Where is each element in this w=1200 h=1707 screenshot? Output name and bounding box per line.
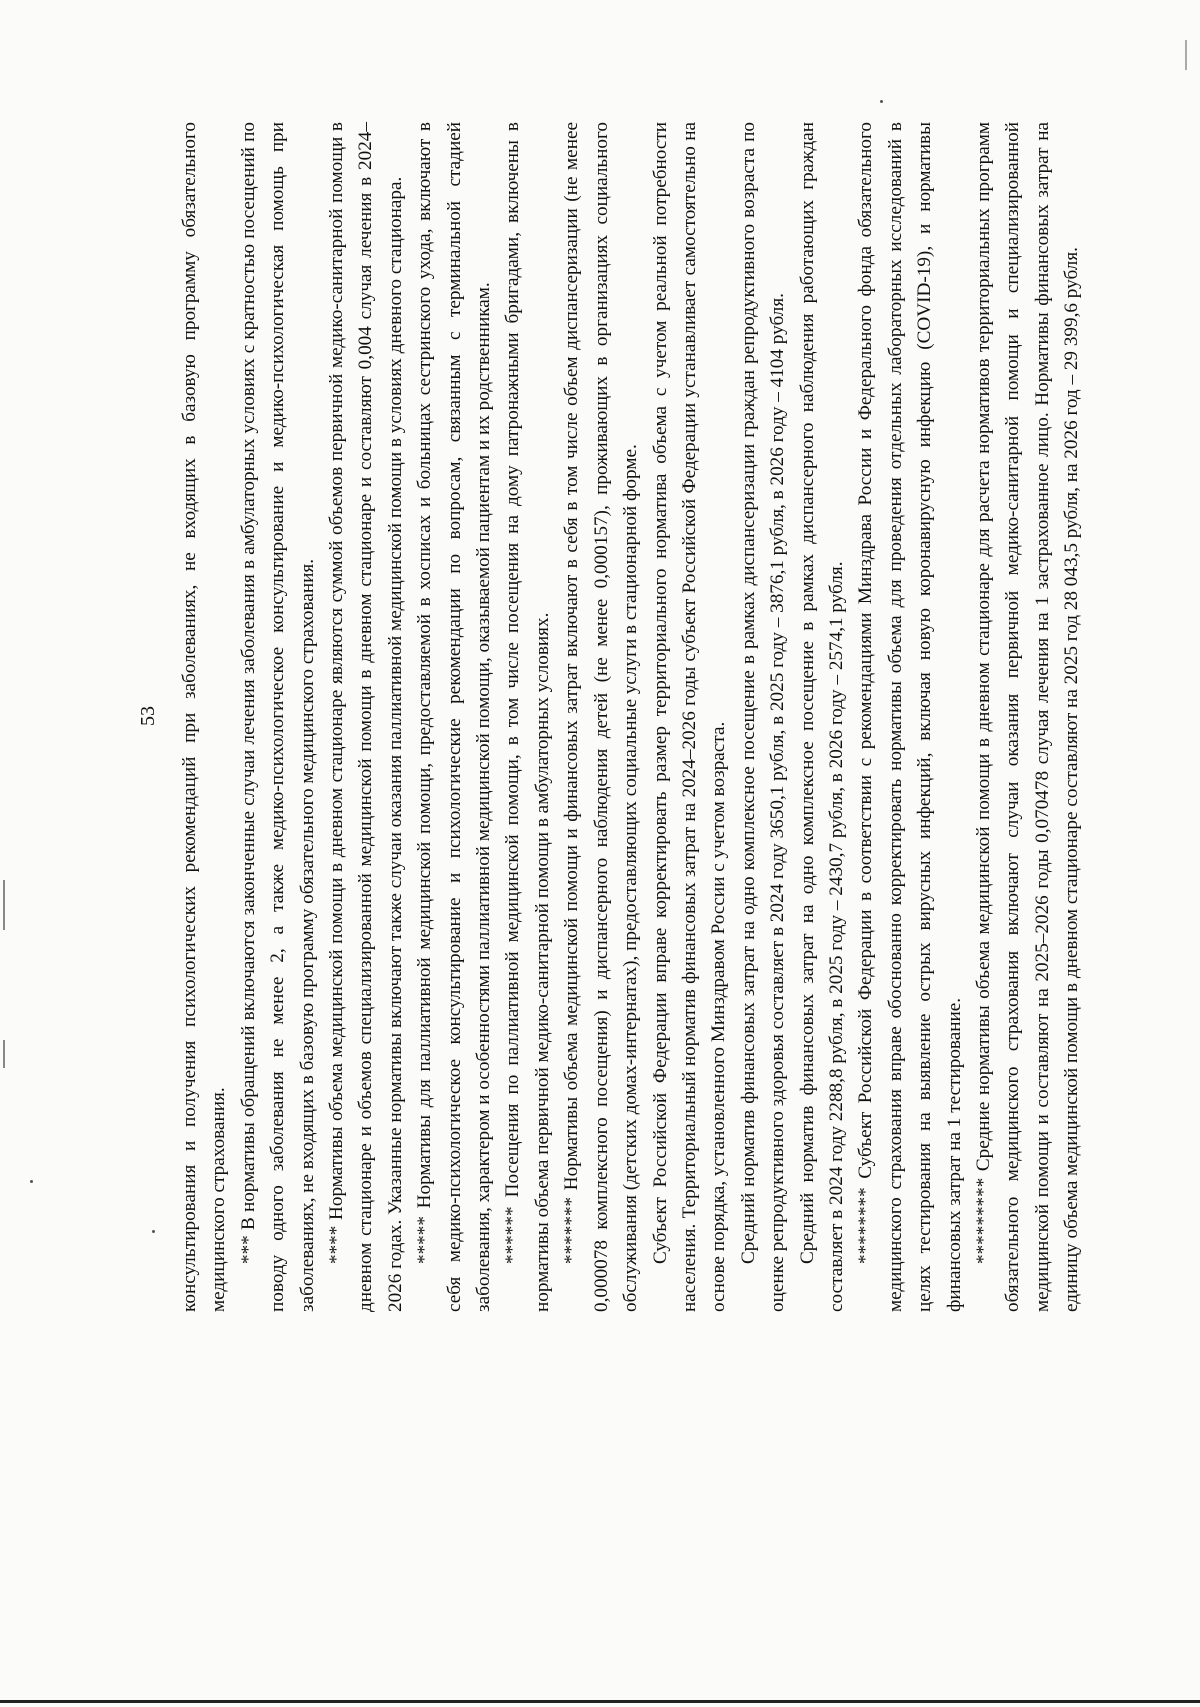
scan-artifact	[3, 880, 5, 930]
paragraph: **** Нормативы объема медицинской помощи в дневном стационаре являются суммой объемов первичной медико-санитарной помощи в дневном стационаре и объемов специализированной медицинской помощи в дневном стационаре и составляют 0,004 случая лечения в 2024–2026 годах. Указанные нормативы включают также случаи оказания паллиативной медицинской помощи в условиях дневного стационара.	[326, 122, 406, 1312]
scan-artifact	[152, 1230, 155, 1233]
paragraph: консультирования и получения психологических рекомендаций при заболеваниях, не входящих в базовую программу обязательного медицинского страхования.	[179, 122, 230, 1312]
paragraph: ****** Посещения по паллиативной медицинской помощи, в том числе посещения на дому патронажными бригадами, включены в нормативы объема первичной медико-санитарной помощи в амбулаторных условиях.	[502, 122, 553, 1312]
scan-artifact	[880, 100, 883, 103]
paragraph: ********* Средние нормативы объема медицинской помощи в дневном стационаре для расчета нормативов территориальных программ обязательного медицинского страхования включают случаи оказания первичной медико-санитарной помощи и специализированной медицинской помощи и составляют на 2025–2026 годы 0,070478 случая лечения на 1 застрахованное лицо. Нормативы финансовых затрат на единицу объема медицинской помощи в дневном стационаре составляют на 2025 год 28 043,5 рубля, на 2026 год – 29 399,6 рубля.	[972, 122, 1083, 1312]
paragraph: Средний норматив финансовых затрат на одно комплексное посещение в рамках диспансеризации граждан репродуктивного возраста по оценке репродуктивного здоровья составляет в 2024 году 3650,1 рубля, в 2025 году – 3876,1 рубля, в 2026 году – 4104 рубля.	[737, 122, 789, 1312]
page-number: 53	[137, 706, 159, 726]
paragraph: *** В нормативы обращений включаются законченные случаи лечения заболевания в амбулаторных условиях с кратностью посещений по поводу одного заболевания не менее 2, а также медико-психологическое консультирование и медико-психологическая помощь при заболеваниях, не входящих в базовую программу обязательного медицинского страхования.	[237, 122, 318, 1312]
page-edge-line	[0, 1700, 1200, 1703]
paragraph: Субъект Российской Федерации вправе корректировать размер территориального норматива объема с учетом реальной потребности населения. Территориальный норматив финансовых затрат на 2024–2026 годы субъект Российской Федерации устанавливает самостоятельно на основе порядка, установленного Минздравом России с учетом возраста.	[649, 122, 730, 1312]
scan-artifact	[1185, 40, 1187, 70]
scan-artifact	[30, 1180, 33, 1183]
rotated-text-block	[137, 122, 1200, 1312]
paragraph: ******** Субъект Российской Федерации в соответствии с рекомендациями Минздрава России и Федерального фонда обязательного медицинского страхования вправе обоснованно корректировать нормативы объема для проведения отдельных лабораторных исследований в целях тестирования на выявление острых вирусных инфекций, включая новую коронавирусную инфекцию (COVID-19), и нормативы финансовых затрат на 1 тестирование.	[855, 122, 965, 1312]
scan-artifact	[3, 1040, 5, 1068]
paragraph: ***** Нормативы для паллиативной медицинской помощи, предоставляемой в хосписах и больницах сестринского ухода, включают в себя медико-психологическое консультирование и психологические рекомендации по вопросам, связанным с терминальной стадией заболевания, характером и особенностями паллиативной медицинской помощи, оказываемой пациентам и их родственникам.	[414, 122, 495, 1312]
paragraph: Средний норматив финансовых затрат на одно комплексное посещение в рамках диспансерного наблюдения работающих граждан составляет в 2024 году 2288,8 рубля, в 2025 году – 2430,7 рубля, в 2026 году – 2574,1 рубля.	[796, 122, 847, 1312]
paragraph: ******* Нормативы объема медицинской помощи и финансовых затрат включают в себя в том числе объем диспансеризации (не менее 0,000078 комплексного посещения) и диспансерного наблюдения детей (не менее 0,000157), проживающих в организациях социального обслуживания (детских домах-интернатах), предоставляющих социальные услуги в стационарной форме.	[561, 122, 642, 1312]
document-body	[175, 122, 1087, 1312]
